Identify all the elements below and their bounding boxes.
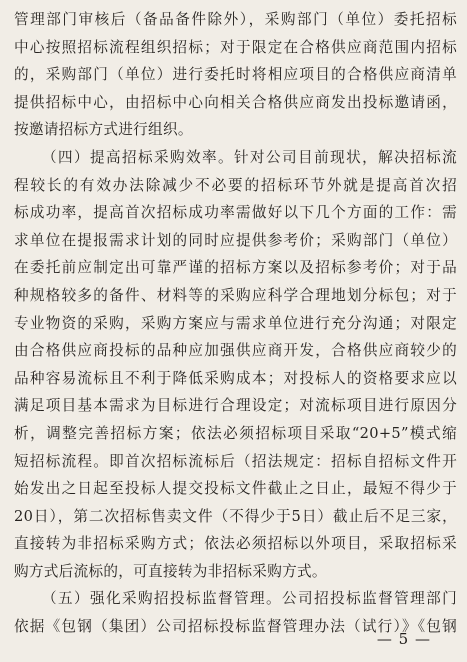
text-line: 由合格供应商投标的品种应加强供应商开发，合格供应商较少的 (14, 342, 457, 360)
text-line: 品种容易流标且不利于降低采购成本；对投标人的资格要求应以 (14, 369, 457, 387)
text-line: （四）提高招标采购效率。针对公司目前现状，解决招标流 (42, 148, 457, 166)
text-line: 短招标流程。即首次招标流标后（招法规定：招标自招标文件开 (14, 452, 457, 470)
paragraph-1 (14, 6, 457, 144)
page-number: — 5 — (376, 630, 431, 648)
text-line: 始发出之日起至投标人提交投标文件截止之日止，最短不得少于 (14, 480, 457, 498)
text-line: 析，调整完善招标方案；依法必须招标项目采取“20+5”模式缩 (14, 424, 457, 442)
text-line: 满足项目基本需求为目标进行合理设定；对流标项目进行原因分 (14, 397, 457, 415)
text-line: （五）强化采购招投标监督管理。公司招投标监督管理部门 (42, 590, 457, 608)
text-line: 中心按照招标流程组织招标；对于限定在合格供应商范围内招标 (14, 38, 457, 56)
text-line: 依据《包钢（集团）公司招标投标监督管理办法（试行）》《包钢 (14, 618, 457, 636)
text-line: 种规格较多的备件、材料等的采购应科学合理地划分标包；对于 (14, 286, 457, 304)
text-line: 购方式后流标的，可直接转为非招标采购方式。 (14, 562, 327, 580)
text-line: 直接转为非招标采购方式；依法必须招标以外项目，采取招标采 (14, 535, 457, 553)
text-line: 提供招标中心，由招标中心向相关合格供应商发出投标邀请函， (14, 93, 457, 111)
text-line: 在委托前应制定出可靠严谨的招标方案以及招标参考价；对于品 (14, 259, 457, 277)
text-line: 程较长的有效办法除减少不必要的招标环节外就是提高首次招 (14, 176, 457, 194)
text-line: 按邀请招标方式进行组织。 (14, 121, 193, 139)
text-line: 求单位在提报需求计划的同时应提供参考价；采购部门（单位） (14, 231, 457, 249)
text-line: 专业物资的采购，采购方案应与需求单位进行充分沟通；对限定 (14, 314, 457, 332)
text-line: 标成功率，提高首次招标成功率需做好以下几个方面的工作：需 (14, 204, 457, 222)
text-line: 的，采购部门（单位）进行委托时将相应项目的合格供应商清单 (14, 66, 457, 84)
text-line: 管理部门审核后（备品备件除外），采购部门（单位）委托招标 (14, 11, 457, 28)
text-line: 20日），第二次招标售卖文件（不得少于5日）截止后不足三家， (14, 507, 457, 525)
paragraph-2 (14, 144, 457, 586)
